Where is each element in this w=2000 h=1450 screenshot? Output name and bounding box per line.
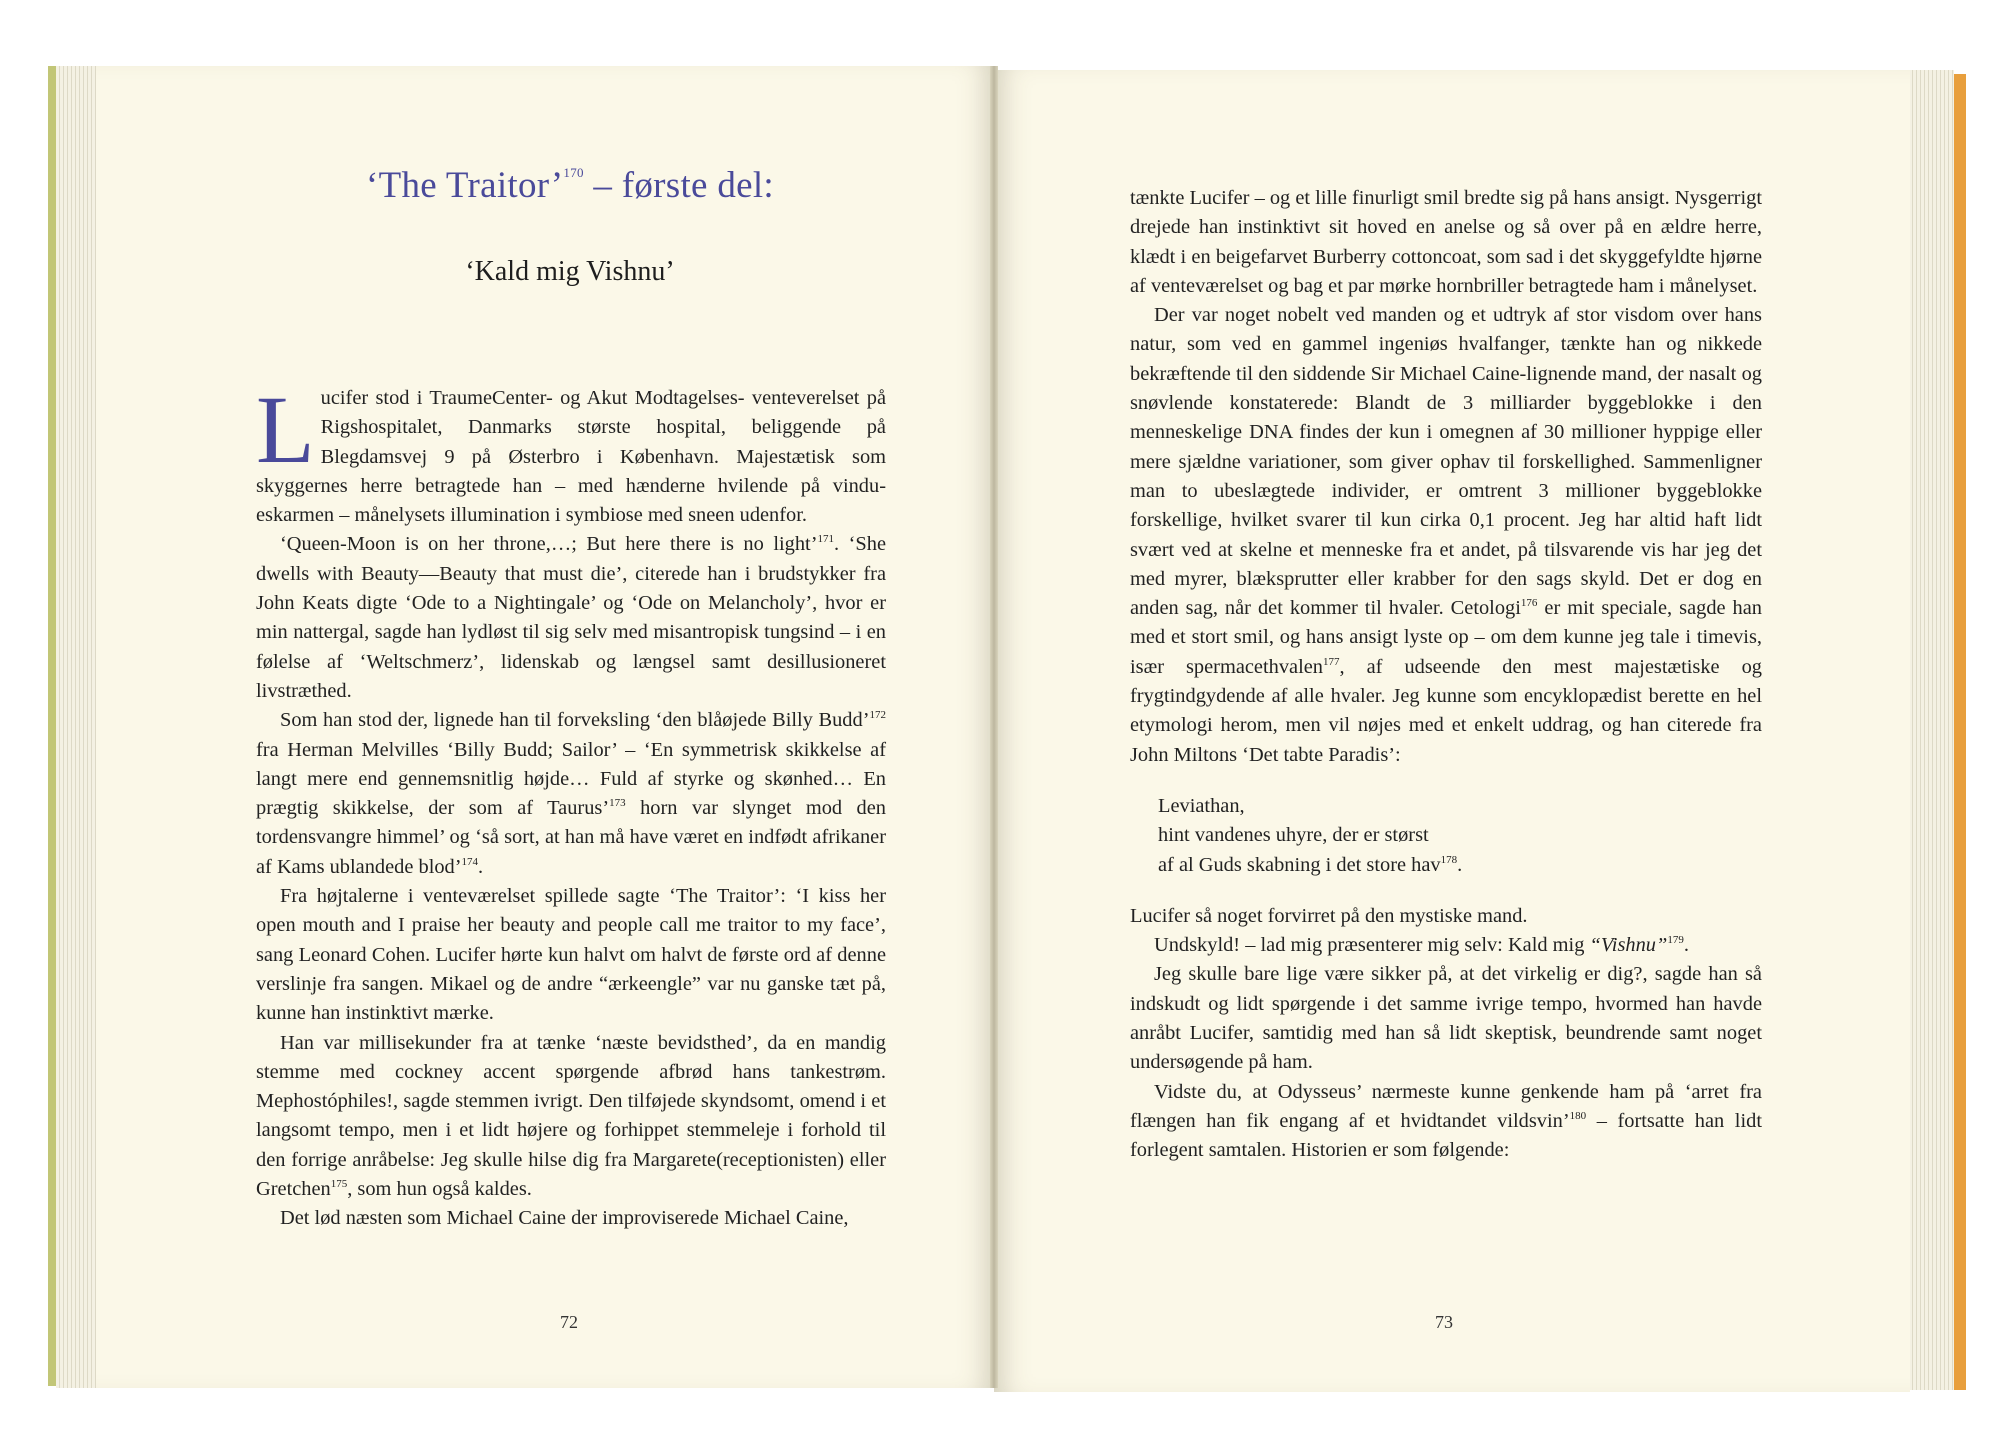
paragraph: Jeg skulle bare lige være sikker på, at det virkelig er dig?, sagde han så indskudt og lidt spørgende i det samme ivrige tempo, hvormed han havde anråbt Lucifer, samtidig med han så lidt skeptisk, beundrende samt noget undersøgende på ham. (1130, 963, 1762, 1074)
paragraph-text: horn var slynget mod den tordensvangre himmel’ og ‘så sort, at han må have været en indfødt afrikaner af Kams ublandede blod’ (256, 797, 886, 878)
italic-name: “Vishnu” (1589, 934, 1668, 957)
paragraph-text: ‘Queen-Moon is on her throne,…; But here there is no light’ (280, 533, 818, 556)
footnote-ref: 180 (1569, 1109, 1587, 1122)
paragraph: Det lød næsten som Michael Caine der improviserede Michael Caine, (280, 1207, 849, 1230)
footnote-ref: 170 (563, 165, 584, 180)
paragraph-text: – fortsatte han lidt forlegent samtalen. Historien er som følgende: (1130, 1109, 1762, 1162)
paragraph-text: fra Herman Melvilles ‘Billy Budd; Sailor’ – ‘En symmetrisk skikkelse af langt mere end gennemsnitlig højde… Fuld af styrke og skønhed… En prægtig skikkelse, der som af Taurus’ (256, 738, 886, 820)
page-number-left: 72 (560, 1312, 578, 1332)
poem-line (1158, 851, 1762, 880)
chapter-subtitle: ‘Kald mig Vishnu’ (465, 256, 675, 287)
footnote-ref: 178 (1440, 853, 1458, 866)
paragraph-text: Vidste du, at Odysseus’ nærmeste kunne genkende ham på ‘arret fra flængen han fik engang af et hvidtandet vildsvin’ (1130, 1080, 1762, 1132)
poem-line-text: af al Guds skabning i det store hav (1158, 853, 1441, 876)
paragraph: tænkte Lucifer – og et lille finurligt smil bredte sig på hans ansigt. Nysgerrigt drejede han instinktivt sit hoved en anelse og så over på en ældre herre, klædt i en beigefarvet Burberry cottoncoat, som sad i det skyggefyldte hjørne af venteværelset og bag et par mørke hornbriller betragtede ham i månelyset. (1130, 187, 1762, 297)
footnote-ref: 173 (609, 797, 626, 810)
paragraph-text: . (478, 855, 484, 878)
paragraph: Fra højtalerne i venteværelset spillede sagte ‘The Traitor’: ‘I kiss her open mouth and I praise her beauty and people call me traitor to my face’, sang Leonard Cohen. Lucifer hørte kun halvt om halvt de første ord af denne verslinje fra sangen. Mikael og de andre “ærkeengle” var nu ganske tæt på, kunne han instinktivt mærke. (256, 885, 886, 1025)
footnote-ref: 179 (1667, 934, 1684, 947)
paragraph-text: . (1683, 934, 1689, 957)
paragraph (1130, 1078, 1762, 1166)
paragraph-text: er mit speciale, sagde han med et stort smil, og hans ansigt lyste op – om dem kunne jeg tale i timevis, især spermacethvalen (1130, 597, 1762, 678)
footnote-ref: 177 (1323, 655, 1340, 668)
paragraph-text: ucifer stod i TraumeCenter- og Akut Modtagelses- venteverelset på Rigshospitalet, Danmarks største hospital, beliggende på Blegdamsvej 9 på Østerbro i København. Majestætisk som skyggernes herre betragtede han – med hænderne hvilende på vindueskarmen – månelysets illumination i symbiose med sneen udenfor. (256, 387, 886, 527)
paragraph (256, 1029, 886, 1205)
paragraph (1130, 301, 1762, 770)
chapter-title (190, 164, 950, 207)
poem-quote (1158, 792, 1762, 880)
page-number-right: 73 (1435, 1312, 1453, 1332)
footnote-ref: 176 (1520, 597, 1538, 610)
footnote-ref: 174 (461, 855, 479, 868)
paragraph-text: Undskyld! – lad mig præsenterer mig selv: Kald mig (1154, 934, 1590, 957)
book-gutter (990, 66, 998, 1388)
footnote-ref: 172 (869, 709, 886, 722)
paragraph-text: , som hun også kaldes. (347, 1178, 532, 1201)
poem-line: Leviathan, (1158, 794, 1245, 817)
left-body-text (256, 376, 886, 1234)
page-stack-left (56, 66, 100, 1388)
paragraph (256, 376, 886, 530)
poem-line: hint vandenes uhyre, der er størst (1158, 824, 1429, 847)
paragraph: Lucifer så noget forvirret på den mystiske mand. (1130, 904, 1528, 927)
footnote-ref: 175 (330, 1178, 348, 1191)
chapter-title-suffix: – første del: (583, 165, 775, 206)
drop-cap: L (256, 376, 315, 483)
poem-line-text: . (1457, 853, 1463, 876)
paragraph (256, 706, 886, 882)
book-edge-right (1952, 74, 1966, 1390)
paragraph-text: . ‘She dwells with Beauty—Beauty that must die’, citerede han i brudstykker fra John Keats digte ‘Ode to a Nightingale’ og ‘Ode on Melancholy’, hvor er min nattergal, sagde han lydløst til sig selv med misantropisk tungsind – i en følelse af ‘Weltschmerz’, lidenskab og længsel samt desillusioneret livstræthed. (256, 533, 886, 702)
paragraph-text: , af udseende den mest majestætiske og frygtindgydende af alle hvaler. Jeg kunne som encyklopædist berette en hel etymologi herom, men vil nøjes med et enkelt uddrag, og han citerede fra John Miltons ‘Det tabte Paradis’: (1130, 655, 1762, 766)
paragraph-text: Han var millisekunder fra at tænke ‘næste bevidsthed’, da en mandig stemme med cockney accent spørgende afbrød hans tankestrøm. Mephostóphiles!, sagde stemmen ivrigt. Den tilføjede skyndsomt, omend i et langsomt tempo, men i et lidt højere og forhippet stemmeleje i forhold til den forrige anråbelse: Jeg skulle hilse dig fra Margarete(receptionisten) eller Gretchen (256, 1031, 886, 1201)
paragraph (256, 530, 886, 706)
paragraph-text: Som han stod der, lignede han til forveksling ‘den blåøjede Billy Budd’ (280, 709, 870, 732)
chapter-title-text: ‘The Traitor’ (365, 165, 564, 206)
page-stack-right (1908, 70, 1954, 1390)
right-body-text (1130, 184, 1762, 1166)
paragraph (1130, 931, 1762, 960)
paragraph-text: Der var noget nobelt ved manden og et udtryk af stor visdom over hans natur, som ved en gammel ingeniøs hvalfanger, tænkte han og nikkede bekræftende til den siddende Sir Michael Caine-lignende mand, der nasalt og snøvlende konstaterede: Blandt de 3 milliarder byggeblokke i den menneskelige DNA findes der kun i omegnen af 30 millioner hyppige eller mere sjældne variationer, som giver ophav til forskellighed. Sammenligner man to ubeslægtede individer, er omtrent 3 millioner byggeblokke forskellige, hvilket svarer til kun cirka 0,1 procent. Jeg har altid haft lidt svært ved at skelne et menneske fra et andet, på tilsvarende vis har jeg det med myrer, blæksprutter eller krabber for den sags skyld. Det er dog en anden sag, når det kommer til hvaler. Cetologi (1130, 304, 1762, 620)
footnote-ref: 171 (817, 533, 834, 546)
